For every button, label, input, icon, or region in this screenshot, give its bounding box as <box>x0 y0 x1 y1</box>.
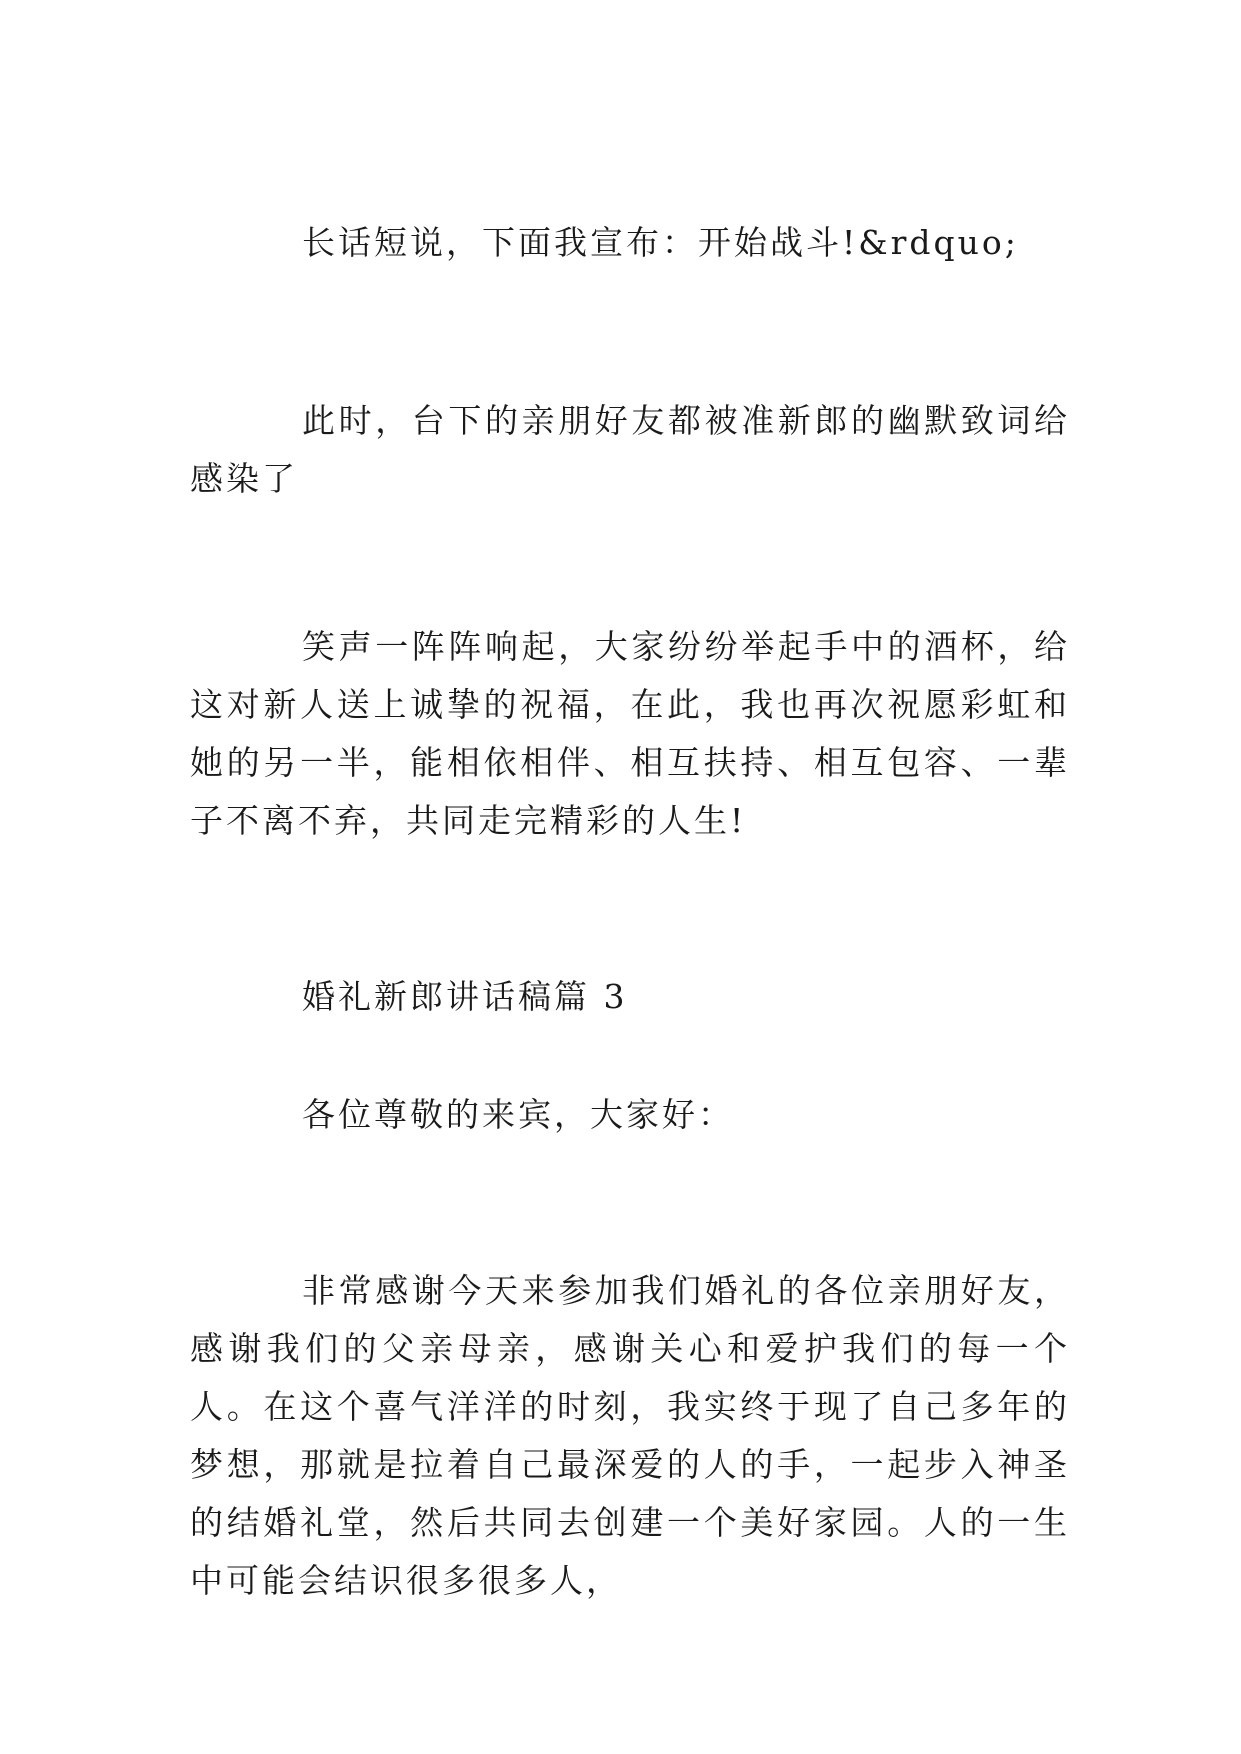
section-heading: 婚礼新郎讲话稿篇 3 <box>302 977 628 1016</box>
paragraph-greeting: 各位尊敬的来宾，大家好： <box>302 1095 734 1134</box>
paragraph-audience-reaction: 此时，台下的亲朋好友都被准新郎的幽默致词给感染了 <box>190 401 1070 498</box>
paragraph-blessing: 笑声一阵阵响起，大家纷纷举起手中的酒杯，给这对新人送上诚挚的祝福，在此，我也再次祝愿彩虹和她的另一半，能相依相伴、相互扶持、相互包容、一辈子不离不弃，共同走完精彩的人生! <box>190 627 1070 840</box>
paragraph-thanks: 非常感谢今天来参加我们婚礼的各位亲朋好友，感谢我们的父亲母亲，感谢关心和爱护我们的每一个人。在这个喜气洋洋的时刻，我实终于现了自己多年的梦想，那就是拉着自己最深爱的人的手，一起步入神圣的结婚礼堂，然后共同去创建一个美好家园。人的一生中可能会结识很多很多人， <box>190 1271 1070 1600</box>
paragraph-announcement: 长话短说，下面我宣布：开始战斗!&rdquo; <box>302 223 1019 262</box>
